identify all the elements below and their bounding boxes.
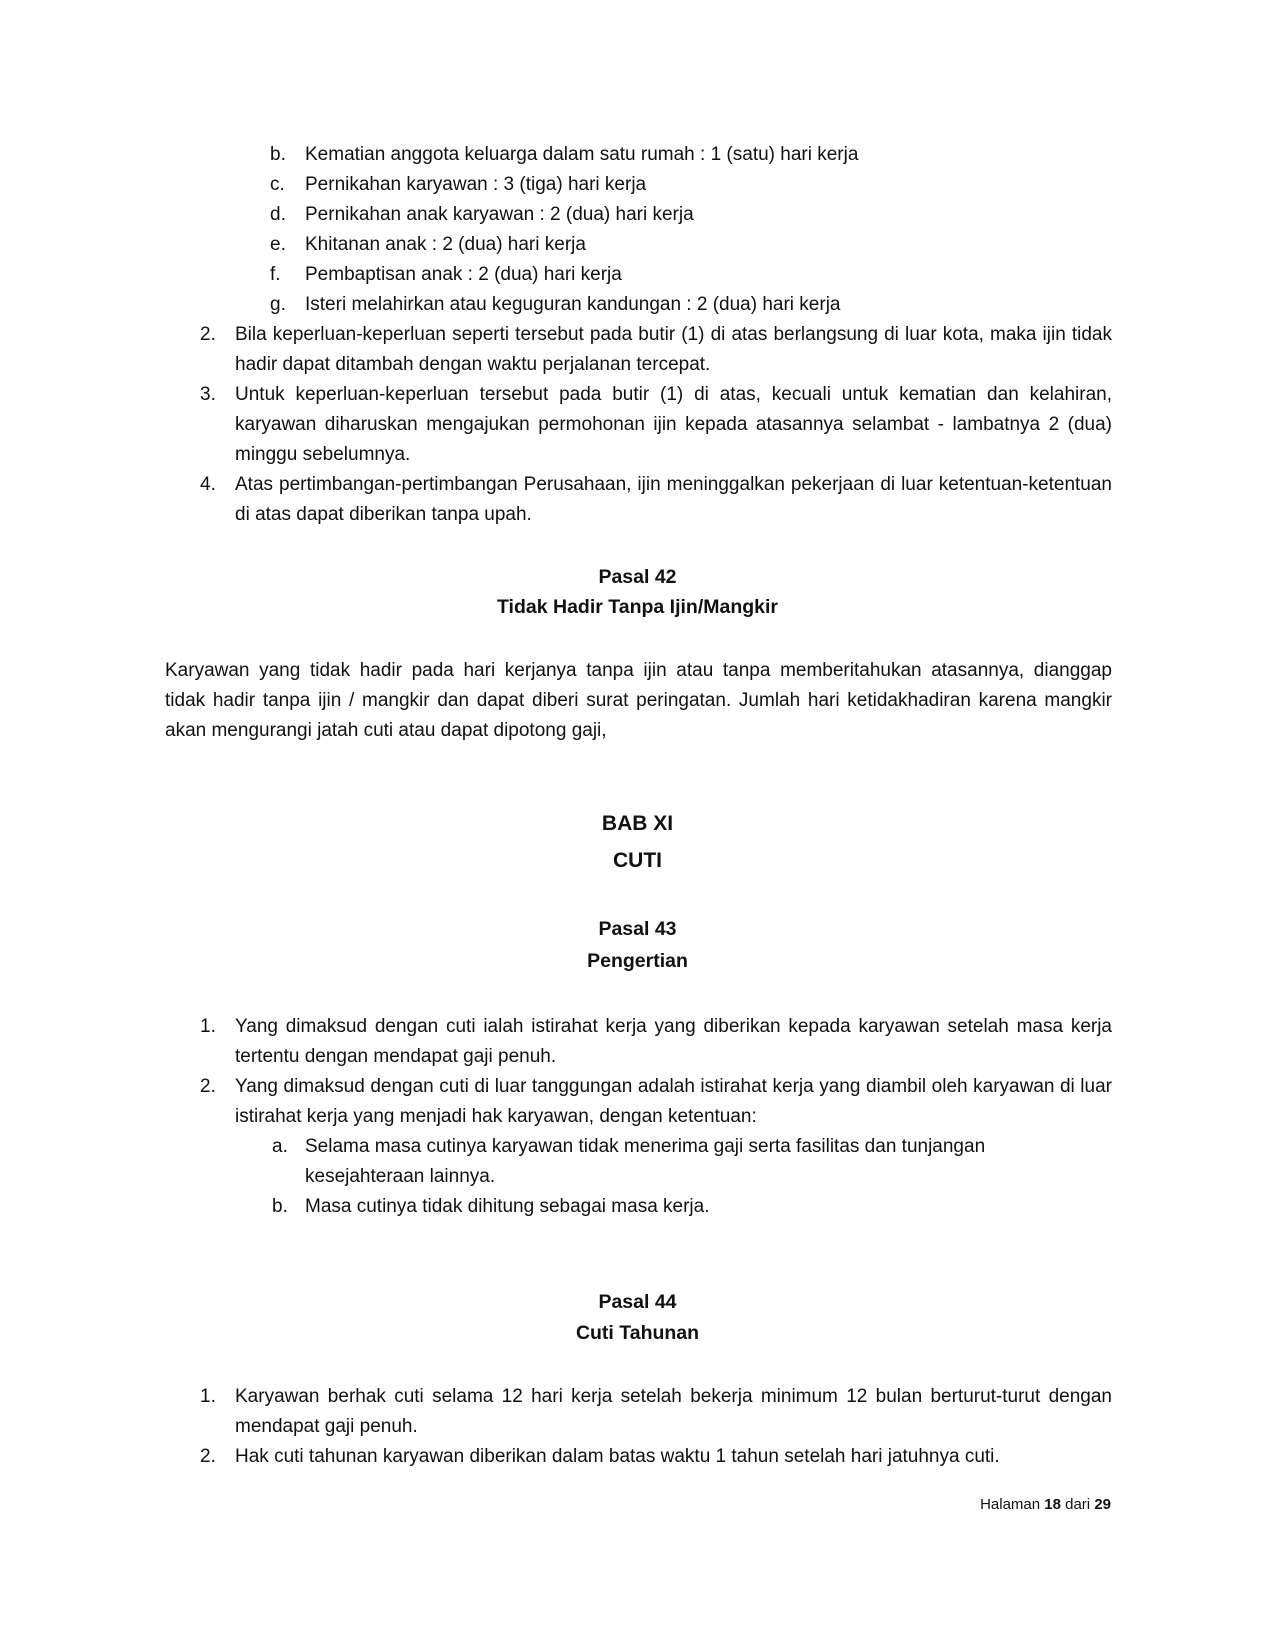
list-marker: 2.	[200, 1446, 216, 1467]
list-marker: f.	[270, 264, 281, 285]
pasal-44-title: Cuti Tahunan	[575, 1322, 700, 1344]
total-page-count: 29	[1094, 1496, 1111, 1513]
list-marker: c.	[270, 174, 285, 195]
list-text: Karyawan berhak cuti selama 12 hari kerja setelah bekerja minimum 12 bulan berturut-turut dengan mendapat gaji penuh.	[235, 1386, 1112, 1437]
pasal-42-number: Pasal 42	[598, 566, 677, 588]
list-item	[200, 1072, 1112, 1132]
list-text: Masa cutinya tidak dihitung sebagai masa kerja.	[305, 1196, 710, 1217]
list-marker: 1.	[200, 1016, 216, 1037]
paragraph-line: tidak hadir tanpa ijin / mangkir dan dapat diberi surat peringatan. Jumlah hari ketidakhadiran karena mangkir	[165, 690, 1112, 711]
page-footer	[980, 1496, 1111, 1513]
pasal-44-number: Pasal 44	[598, 1291, 677, 1313]
list-marker: g.	[270, 294, 286, 315]
list-text: Atas pertimbangan-pertimbangan Perusahaan, ijin meninggalkan pekerjaan di luar ketentuan-ketentuan di atas dapat diberikan tanpa upah.	[235, 474, 1112, 525]
list-text: Untuk keperluan-keperluan tersebut pada butir (1) di atas, kecuali untuk kematian dan kelahiran, karyawan diharuskan mengajukan permohonan ijin kepada atasannya selambat - lambatnya 2 (dua) minggu sebelumnya.	[235, 384, 1112, 465]
pasal-42-title: Tidak Hadir Tanpa Ijin/Mangkir	[497, 596, 778, 618]
footer-separator: dari	[1065, 1496, 1091, 1513]
list-item	[200, 1442, 1112, 1472]
list-text: Isteri melahirkan atau keguguran kandungan : 2 (dua) hari kerja	[305, 294, 841, 315]
list-marker: 3.	[200, 384, 216, 405]
list-marker: e.	[270, 234, 286, 255]
list-item	[272, 1132, 1012, 1192]
list-marker: 2.	[200, 1076, 216, 1097]
bab-number: BAB XI	[601, 812, 674, 835]
paragraph-line: akan mengurangi jatah cuti atau dapat dipotong gaji,	[165, 720, 607, 741]
list-marker: b.	[270, 144, 286, 165]
list-text: Pernikahan karyawan : 3 (tiga) hari kerja	[305, 174, 647, 195]
list-marker: b.	[272, 1196, 288, 1217]
list-item	[200, 380, 1112, 470]
list-item	[272, 1192, 1012, 1222]
list-text: Pernikahan anak karyawan : 2 (dua) hari kerja	[305, 204, 694, 225]
list-marker: 1.	[200, 1386, 216, 1407]
list-text: Bila keperluan-keperluan seperti tersebut pada butir (1) di atas berlangsung di luar kota, maka ijin tidak hadir dapat ditambah dengan waktu perjalanan tercepat.	[235, 324, 1112, 375]
footer-label: Halaman	[980, 1496, 1041, 1513]
pasal-42-paragraph	[165, 656, 1112, 746]
list-text: Kematian anggota keluarga dalam satu rumah : 1 (satu) hari kerja	[305, 144, 859, 165]
list-marker: 2.	[200, 324, 216, 345]
list-item	[200, 470, 1112, 530]
list-item	[200, 1382, 1112, 1442]
list-marker: 4.	[200, 474, 216, 495]
list-marker: a.	[272, 1136, 288, 1157]
pasal-43-title: Pengertian	[587, 950, 688, 972]
bab-title: CUTI	[613, 849, 662, 872]
list-text: Yang dimaksud dengan cuti ialah istirahat kerja yang diberikan kepada karyawan setelah masa kerja tertentu dengan mendapat gaji penuh.	[235, 1016, 1112, 1067]
list-item	[200, 1012, 1112, 1072]
list-text: Pembaptisan anak : 2 (dua) hari kerja	[305, 264, 622, 285]
pasal-43-number: Pasal 43	[598, 918, 677, 940]
list-text: Selama masa cutinya karyawan tidak menerima gaji serta fasilitas dan tunjangan kesejahteraan lainnya.	[305, 1136, 986, 1187]
list-text: Khitanan anak : 2 (dua) hari kerja	[305, 234, 586, 255]
paragraph-line: Karyawan yang tidak hadir pada hari kerjanya tanpa ijin atau tanpa memberitahukan atasannya, dianggap	[165, 660, 1112, 681]
list-text: Yang dimaksud dengan cuti di luar tanggungan adalah istirahat kerja yang diambil oleh karyawan di luar istirahat kerja yang menjadi hak karyawan, dengan ketentuan:	[235, 1076, 1112, 1127]
list-item	[200, 320, 1112, 380]
list-text: Hak cuti tahunan karyawan diberikan dalam batas waktu 1 tahun setelah hari jatuhnya cuti.	[235, 1446, 1000, 1467]
current-page-number: 18	[1044, 1496, 1061, 1513]
list-marker: d.	[270, 204, 286, 225]
